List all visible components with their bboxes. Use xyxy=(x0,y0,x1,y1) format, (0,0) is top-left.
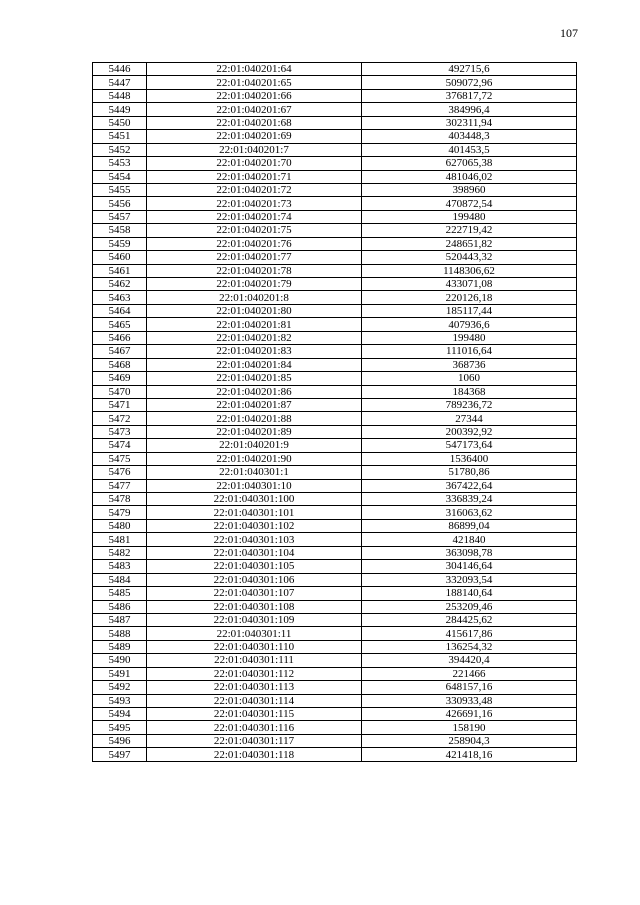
value-cell: 403448,3 xyxy=(362,130,577,143)
row-number-cell: 5446 xyxy=(93,63,147,76)
cadastral-number-cell: 22:01:040201:8 xyxy=(147,291,362,304)
cadastral-number-cell: 22:01:040201:83 xyxy=(147,345,362,358)
row-number-cell: 5461 xyxy=(93,264,147,277)
value-cell: 220126,18 xyxy=(362,291,577,304)
cadastral-number-cell: 22:01:040201:76 xyxy=(147,237,362,250)
table-row xyxy=(93,170,577,183)
value-cell: 520443,32 xyxy=(362,251,577,264)
table-row xyxy=(93,372,577,385)
table-row xyxy=(93,63,577,76)
value-cell: 199480 xyxy=(362,210,577,223)
cadastral-number-cell: 22:01:040201:65 xyxy=(147,76,362,89)
table-row xyxy=(93,654,577,667)
table-row xyxy=(93,264,577,277)
cadastral-number-cell: 22:01:040201:7 xyxy=(147,143,362,156)
cadastral-number-cell: 22:01:040301:110 xyxy=(147,640,362,653)
table-row xyxy=(93,224,577,237)
cadastral-number-cell: 22:01:040201:9 xyxy=(147,439,362,452)
value-cell: 421418,16 xyxy=(362,748,577,761)
cadastral-number-cell: 22:01:040201:72 xyxy=(147,183,362,196)
value-cell: 1536400 xyxy=(362,452,577,465)
value-cell: 648157,16 xyxy=(362,681,577,694)
value-cell: 258904,3 xyxy=(362,734,577,747)
value-cell: 789236,72 xyxy=(362,398,577,411)
cadastral-number-cell: 22:01:040201:90 xyxy=(147,452,362,465)
row-number-cell: 5472 xyxy=(93,412,147,425)
row-number-cell: 5481 xyxy=(93,533,147,546)
cadastral-number-cell: 22:01:040301:109 xyxy=(147,613,362,626)
row-number-cell: 5474 xyxy=(93,439,147,452)
cadastral-number-cell: 22:01:040201:74 xyxy=(147,210,362,223)
table-row xyxy=(93,452,577,465)
table-row xyxy=(93,721,577,734)
cadastral-number-cell: 22:01:040201:88 xyxy=(147,412,362,425)
cadastral-number-cell: 22:01:040201:71 xyxy=(147,170,362,183)
table-row xyxy=(93,237,577,250)
table-row xyxy=(93,439,577,452)
table-row xyxy=(93,251,577,264)
value-cell: 86899,04 xyxy=(362,519,577,532)
value-cell: 200392,92 xyxy=(362,425,577,438)
value-cell: 332093,54 xyxy=(362,573,577,586)
table-row xyxy=(93,600,577,613)
value-cell: 336839,24 xyxy=(362,493,577,506)
cadastral-number-cell: 22:01:040201:84 xyxy=(147,358,362,371)
table-row xyxy=(93,398,577,411)
cadastral-number-cell: 22:01:040201:85 xyxy=(147,372,362,385)
row-number-cell: 5447 xyxy=(93,76,147,89)
table-row xyxy=(93,130,577,143)
value-cell: 248651,82 xyxy=(362,237,577,250)
table-row xyxy=(93,412,577,425)
value-cell: 253209,46 xyxy=(362,600,577,613)
row-number-cell: 5482 xyxy=(93,546,147,559)
table-row xyxy=(93,546,577,559)
value-cell: 304146,64 xyxy=(362,560,577,573)
row-number-cell: 5463 xyxy=(93,291,147,304)
table-row xyxy=(93,425,577,438)
table-row xyxy=(93,466,577,479)
row-number-cell: 5450 xyxy=(93,116,147,129)
table-row xyxy=(93,291,577,304)
cadastral-number-cell: 22:01:040201:81 xyxy=(147,318,362,331)
row-number-cell: 5448 xyxy=(93,89,147,102)
row-number-cell: 5466 xyxy=(93,331,147,344)
cadastral-number-cell: 22:01:040201:69 xyxy=(147,130,362,143)
cadastral-number-cell: 22:01:040301:115 xyxy=(147,708,362,721)
row-number-cell: 5458 xyxy=(93,224,147,237)
table-row xyxy=(93,667,577,680)
value-cell: 367422,64 xyxy=(362,479,577,492)
table-row xyxy=(93,493,577,506)
cadastral-number-cell: 22:01:040301:108 xyxy=(147,600,362,613)
row-number-cell: 5456 xyxy=(93,197,147,210)
page-number: 107 xyxy=(560,26,578,40)
row-number-cell: 5453 xyxy=(93,157,147,170)
value-cell: 509072,96 xyxy=(362,76,577,89)
value-cell: 51780,86 xyxy=(362,466,577,479)
table-row xyxy=(93,385,577,398)
cadastral-number-cell: 22:01:040201:64 xyxy=(147,63,362,76)
value-cell: 398960 xyxy=(362,183,577,196)
value-cell: 316063,62 xyxy=(362,506,577,519)
cadastral-number-cell: 22:01:040301:10 xyxy=(147,479,362,492)
row-number-cell: 5455 xyxy=(93,183,147,196)
table-row xyxy=(93,318,577,331)
row-number-cell: 5479 xyxy=(93,506,147,519)
table-row xyxy=(93,708,577,721)
row-number-cell: 5473 xyxy=(93,425,147,438)
value-cell: 363098,78 xyxy=(362,546,577,559)
table-row xyxy=(93,89,577,102)
cadastral-number-cell: 22:01:040301:11 xyxy=(147,627,362,640)
row-number-cell: 5492 xyxy=(93,681,147,694)
row-number-cell: 5487 xyxy=(93,613,147,626)
cadastral-number-cell: 22:01:040201:89 xyxy=(147,425,362,438)
table-row xyxy=(93,210,577,223)
table-row xyxy=(93,304,577,317)
table-row xyxy=(93,681,577,694)
table-row xyxy=(93,331,577,344)
row-number-cell: 5477 xyxy=(93,479,147,492)
cadastral-number-cell: 22:01:040301:111 xyxy=(147,654,362,667)
table-row xyxy=(93,640,577,653)
cadastral-number-cell: 22:01:040301:105 xyxy=(147,560,362,573)
cadastral-number-cell: 22:01:040201:82 xyxy=(147,331,362,344)
value-cell: 492715,6 xyxy=(362,63,577,76)
row-number-cell: 5480 xyxy=(93,519,147,532)
row-number-cell: 5469 xyxy=(93,372,147,385)
value-cell: 185117,44 xyxy=(362,304,577,317)
value-cell: 401453,5 xyxy=(362,143,577,156)
row-number-cell: 5495 xyxy=(93,721,147,734)
table-row xyxy=(93,613,577,626)
row-number-cell: 5464 xyxy=(93,304,147,317)
row-number-cell: 5460 xyxy=(93,251,147,264)
cadastral-number-cell: 22:01:040201:79 xyxy=(147,278,362,291)
table-row xyxy=(93,560,577,573)
value-cell: 368736 xyxy=(362,358,577,371)
cadastral-number-cell: 22:01:040301:104 xyxy=(147,546,362,559)
cadastral-number-cell: 22:01:040301:117 xyxy=(147,734,362,747)
cadastral-number-cell: 22:01:040201:86 xyxy=(147,385,362,398)
value-cell: 470872,54 xyxy=(362,197,577,210)
row-number-cell: 5470 xyxy=(93,385,147,398)
table-row xyxy=(93,278,577,291)
cadastral-number-cell: 22:01:040201:70 xyxy=(147,157,362,170)
row-number-cell: 5485 xyxy=(93,587,147,600)
row-number-cell: 5449 xyxy=(93,103,147,116)
value-cell: 27344 xyxy=(362,412,577,425)
value-cell: 627065,38 xyxy=(362,157,577,170)
cadastral-number-cell: 22:01:040301:116 xyxy=(147,721,362,734)
table-row xyxy=(93,183,577,196)
row-number-cell: 5494 xyxy=(93,708,147,721)
cadastral-number-cell: 22:01:040301:102 xyxy=(147,519,362,532)
table-row xyxy=(93,694,577,707)
table-row xyxy=(93,116,577,129)
row-number-cell: 5476 xyxy=(93,466,147,479)
row-number-cell: 5457 xyxy=(93,210,147,223)
cadastral-number-cell: 22:01:040301:112 xyxy=(147,667,362,680)
cadastral-number-cell: 22:01:040201:67 xyxy=(147,103,362,116)
row-number-cell: 5493 xyxy=(93,694,147,707)
cadastral-number-cell: 22:01:040201:77 xyxy=(147,251,362,264)
row-number-cell: 5467 xyxy=(93,345,147,358)
table-body xyxy=(93,63,577,762)
table-row xyxy=(93,358,577,371)
row-number-cell: 5452 xyxy=(93,143,147,156)
value-cell: 547173,64 xyxy=(362,439,577,452)
row-number-cell: 5484 xyxy=(93,573,147,586)
cadastral-number-cell: 22:01:040301:100 xyxy=(147,493,362,506)
cadastral-number-cell: 22:01:040301:113 xyxy=(147,681,362,694)
cadastral-number-cell: 22:01:040301:103 xyxy=(147,533,362,546)
value-cell: 184368 xyxy=(362,385,577,398)
table-row xyxy=(93,479,577,492)
row-number-cell: 5483 xyxy=(93,560,147,573)
row-number-cell: 5496 xyxy=(93,734,147,747)
row-number-cell: 5491 xyxy=(93,667,147,680)
row-number-cell: 5454 xyxy=(93,170,147,183)
table-row xyxy=(93,197,577,210)
cadastral-number-cell: 22:01:040201:66 xyxy=(147,89,362,102)
row-number-cell: 5478 xyxy=(93,493,147,506)
table-row xyxy=(93,533,577,546)
value-cell: 394420,4 xyxy=(362,654,577,667)
value-cell: 111016,64 xyxy=(362,345,577,358)
value-cell: 415617,86 xyxy=(362,627,577,640)
row-number-cell: 5459 xyxy=(93,237,147,250)
cadastral-number-cell: 22:01:040201:78 xyxy=(147,264,362,277)
value-cell: 1060 xyxy=(362,372,577,385)
value-cell: 376817,72 xyxy=(362,89,577,102)
value-cell: 199480 xyxy=(362,331,577,344)
table-row xyxy=(93,519,577,532)
table-row xyxy=(93,734,577,747)
value-cell: 421840 xyxy=(362,533,577,546)
value-cell: 136254,32 xyxy=(362,640,577,653)
table-row xyxy=(93,627,577,640)
cadastral-number-cell: 22:01:040301:101 xyxy=(147,506,362,519)
cadastral-table xyxy=(92,62,577,762)
value-cell: 330933,48 xyxy=(362,694,577,707)
value-cell: 222719,42 xyxy=(362,224,577,237)
table-row xyxy=(93,157,577,170)
table-row xyxy=(93,587,577,600)
row-number-cell: 5490 xyxy=(93,654,147,667)
value-cell: 158190 xyxy=(362,721,577,734)
value-cell: 407936,6 xyxy=(362,318,577,331)
cadastral-number-cell: 22:01:040301:118 xyxy=(147,748,362,761)
cadastral-number-cell: 22:01:040201:80 xyxy=(147,304,362,317)
value-cell: 302311,94 xyxy=(362,116,577,129)
table-row xyxy=(93,143,577,156)
value-cell: 284425,62 xyxy=(362,613,577,626)
row-number-cell: 5486 xyxy=(93,600,147,613)
row-number-cell: 5462 xyxy=(93,278,147,291)
table-row xyxy=(93,103,577,116)
row-number-cell: 5471 xyxy=(93,398,147,411)
row-number-cell: 5465 xyxy=(93,318,147,331)
cadastral-number-cell: 22:01:040201:68 xyxy=(147,116,362,129)
table-row xyxy=(93,573,577,586)
cadastral-number-cell: 22:01:040301:107 xyxy=(147,587,362,600)
value-cell: 1148306,62 xyxy=(362,264,577,277)
cadastral-number-cell: 22:01:040201:75 xyxy=(147,224,362,237)
value-cell: 384996,4 xyxy=(362,103,577,116)
row-number-cell: 5468 xyxy=(93,358,147,371)
cadastral-number-cell: 22:01:040301:1 xyxy=(147,466,362,479)
row-number-cell: 5488 xyxy=(93,627,147,640)
table-row xyxy=(93,345,577,358)
cadastral-number-cell: 22:01:040301:114 xyxy=(147,694,362,707)
row-number-cell: 5489 xyxy=(93,640,147,653)
table-row xyxy=(93,76,577,89)
cadastral-number-cell: 22:01:040301:106 xyxy=(147,573,362,586)
value-cell: 188140,64 xyxy=(362,587,577,600)
value-cell: 221466 xyxy=(362,667,577,680)
row-number-cell: 5451 xyxy=(93,130,147,143)
value-cell: 426691,16 xyxy=(362,708,577,721)
cadastral-number-cell: 22:01:040201:73 xyxy=(147,197,362,210)
value-cell: 481046,02 xyxy=(362,170,577,183)
cadastral-number-cell: 22:01:040201:87 xyxy=(147,398,362,411)
value-cell: 433071,08 xyxy=(362,278,577,291)
row-number-cell: 5497 xyxy=(93,748,147,761)
table-row xyxy=(93,748,577,761)
row-number-cell: 5475 xyxy=(93,452,147,465)
table-row xyxy=(93,506,577,519)
